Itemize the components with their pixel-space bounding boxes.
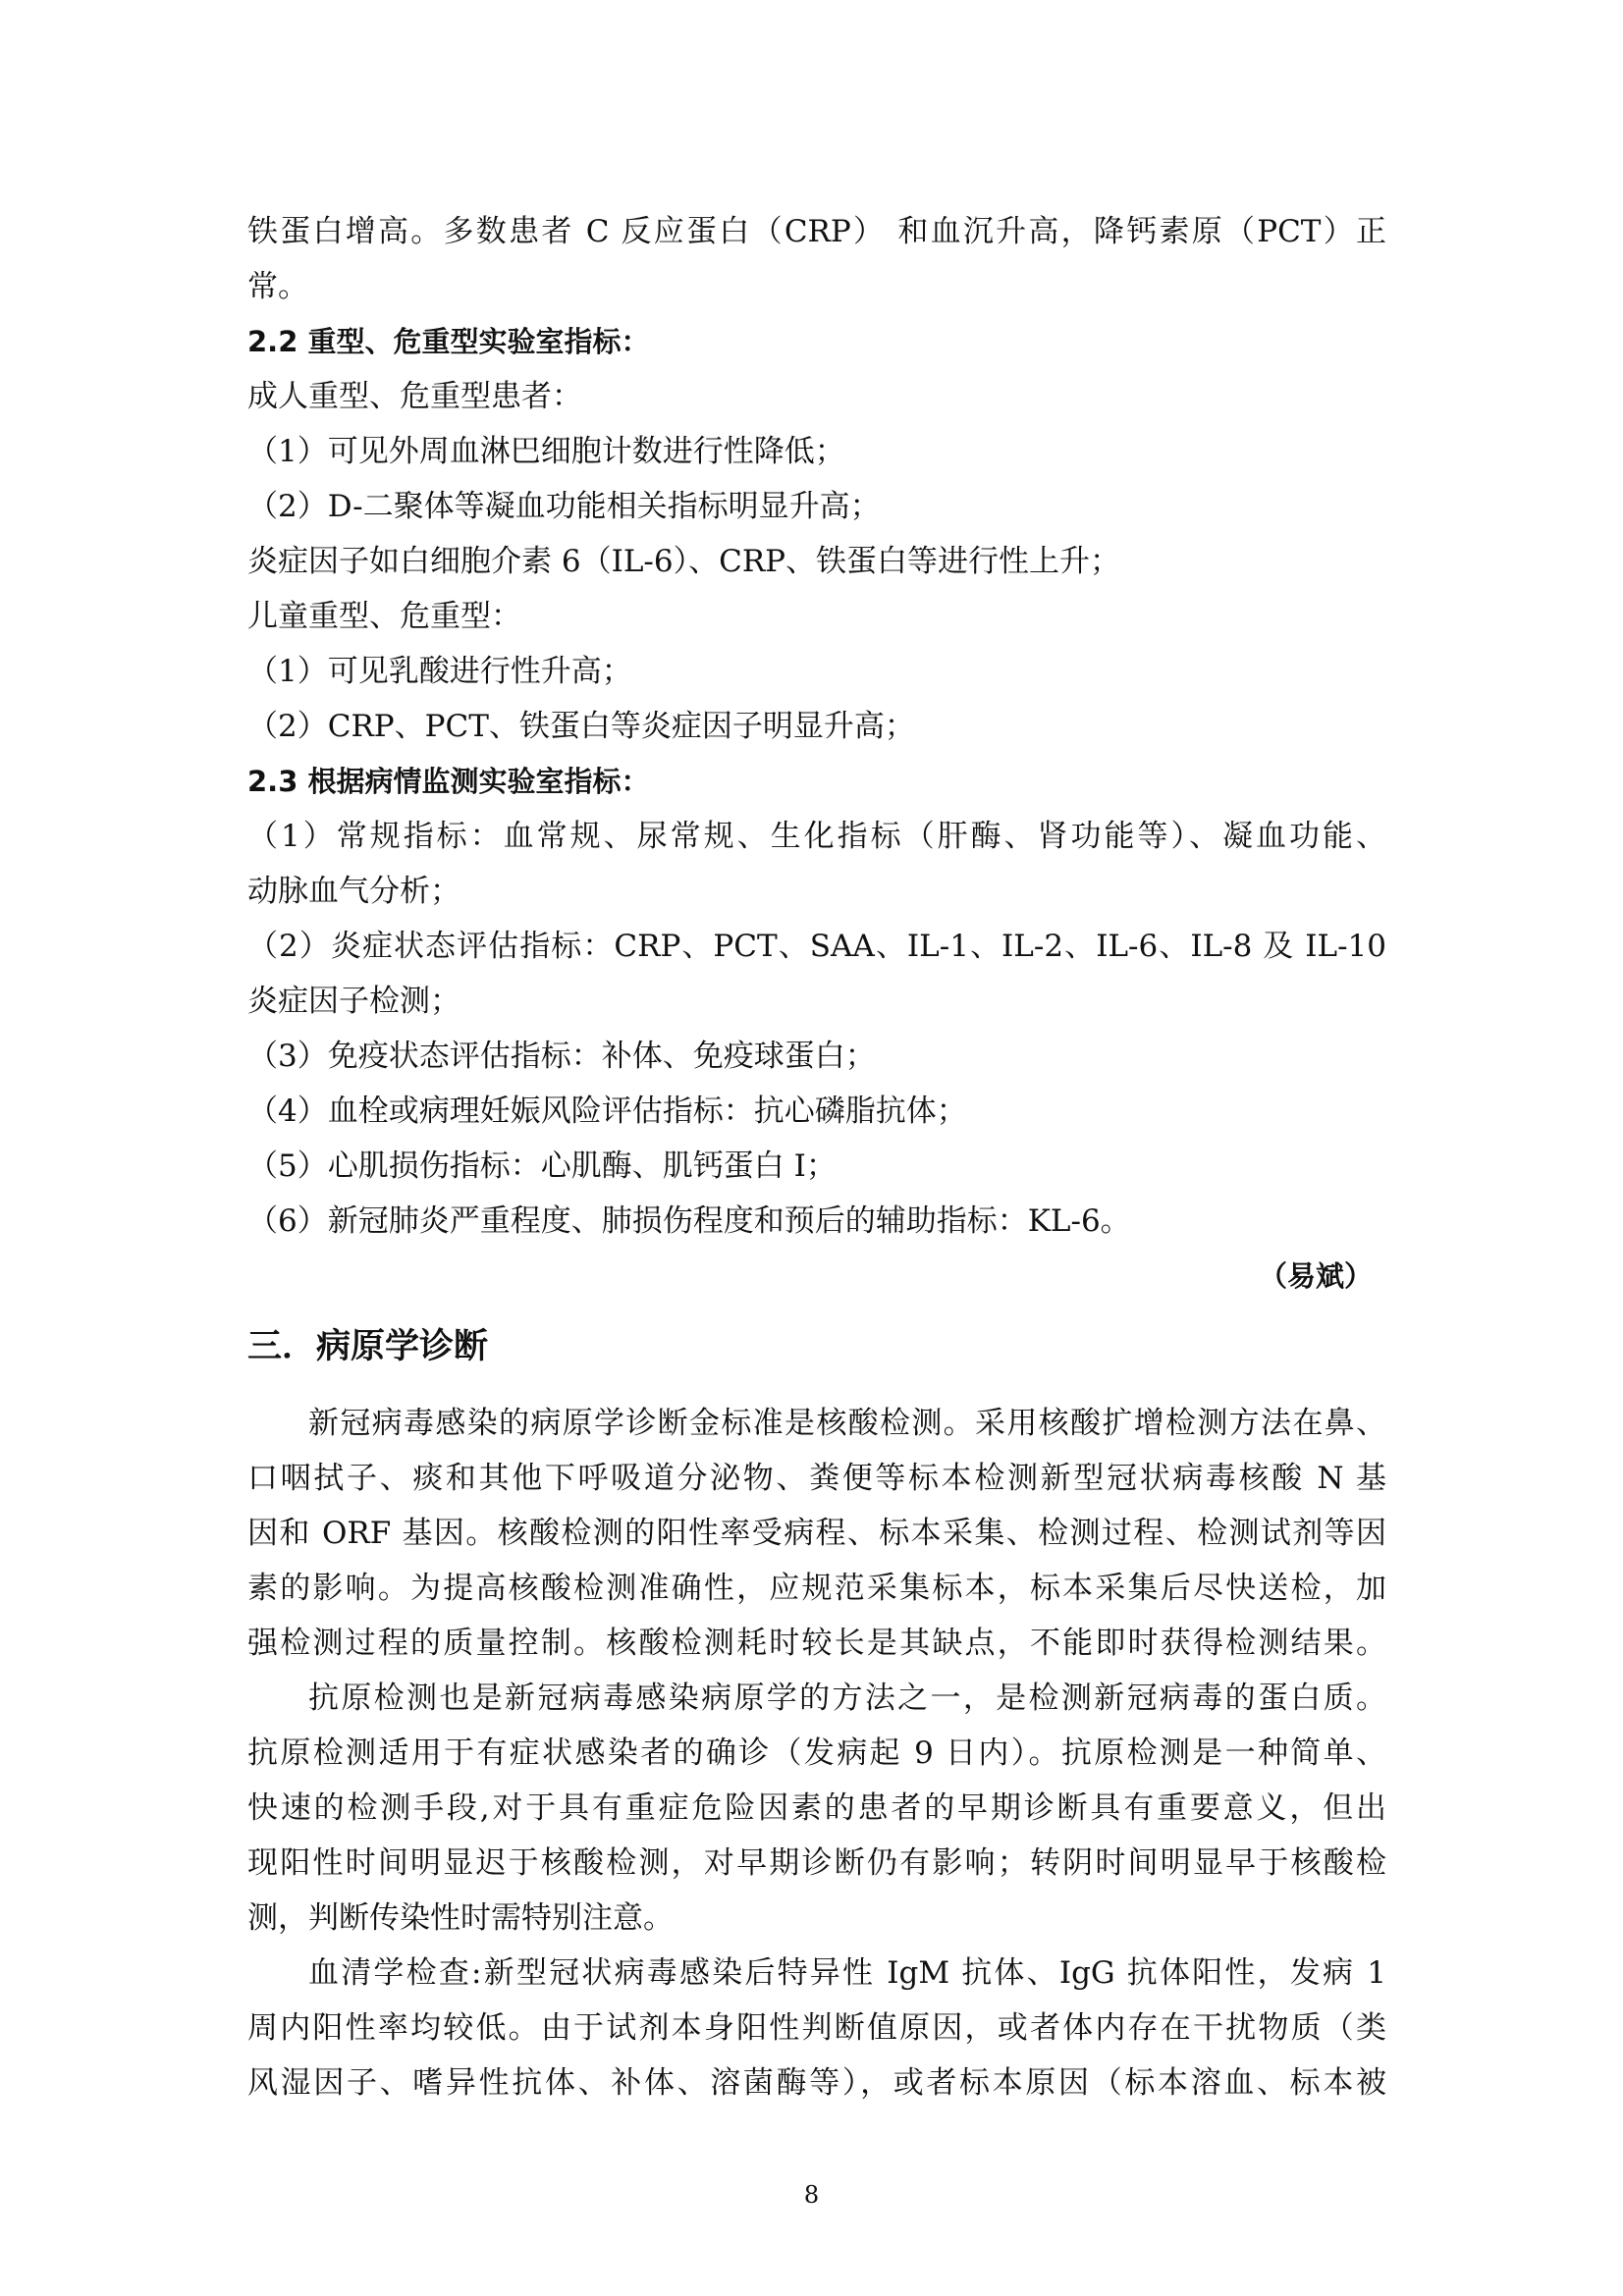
paragraph-line: 抗原检测适用于有症状感染者的确诊（发病起 9 日内）。抗原检测是一种简单、 bbox=[247, 1735, 1386, 1771]
list-item: （3）免疫状态评估指标：补体、免疫球蛋白； bbox=[247, 1039, 876, 1074]
body-line: 成人重型、危重型患者： bbox=[247, 379, 582, 414]
paragraph-line: 周内阳性率均较低。由于试剂本身阳性判断值原因，或者体内存在干扰物质（类 bbox=[247, 2010, 1386, 2046]
paragraph-line: 现阳性时间明显迟于核酸检测，对早期诊断仍有影响；转阴时间明显早于核酸检 bbox=[247, 1845, 1386, 1881]
paragraph-line: 测，判断传染性时需特别注意。 bbox=[247, 1900, 674, 1936]
paragraph-line: 因和 ORF 基因。核酸检测的阳性率受病程、标本采集、检测过程、检测试剂等因 bbox=[247, 1516, 1386, 1551]
list-item: （2）炎症状态评估指标：CRP、PCT、SAA、IL-1、IL-2、IL-6、IL-8 及 IL-10 bbox=[247, 929, 1386, 964]
page-number: 8 bbox=[803, 2181, 820, 2209]
list-item-continuation: 动脉血气分析； bbox=[247, 874, 460, 909]
paragraph-line: 抗原检测也是新冠病毒感染病原学的方法之一，是检测新冠病毒的蛋白质。 bbox=[308, 1681, 1386, 1716]
list-item: （4）血栓或病理妊娠风险评估指标：抗心磷脂抗体； bbox=[247, 1094, 967, 1129]
body-line: 铁蛋白增高。多数患者 C 反应蛋白（CRP） 和血沉升高，降钙素原（PCT）正 bbox=[247, 214, 1386, 249]
paragraph-line: 血清学检查:新型冠状病毒感染后特异性 IgM 抗体、IgG 抗体阳性，发病 1 bbox=[308, 1955, 1386, 1991]
body-line: 常。 bbox=[247, 269, 308, 304]
paragraph-line: 素的影响。为提高核酸检测准确性，应规范采集标本，标本采集后尽快送检，加 bbox=[247, 1571, 1386, 1606]
paragraph-line: 口咽拭子、痰和其他下呼吸道分泌物、粪便等标本检测新型冠状病毒核酸 N 基 bbox=[247, 1461, 1386, 1496]
body-line: 儿童重型、危重型： bbox=[247, 599, 521, 634]
list-item: （1）常规指标：血常规、尿常规、生化指标（肝酶、肾功能等）、凝血功能、 bbox=[247, 819, 1386, 854]
body-line: 炎症因子如白细胞介素 6（IL-6）、CRP、铁蛋白等进行性上升； bbox=[247, 544, 1121, 579]
page-body bbox=[247, 204, 1386, 2110]
list-item: （5）心肌损伤指标：心肌酶、肌钙蛋白 I； bbox=[247, 1148, 837, 1184]
list-item-continuation: 炎症因子检测； bbox=[247, 984, 460, 1019]
paragraph-line: 快速的检测手段,对于具有重症危险因素的患者的早期诊断具有重要意义，但出 bbox=[247, 1790, 1386, 1826]
paragraph-line: 风湿因子、嗜异性抗体、补体、溶菌酶等），或者标本原因（标本溶血、标本被 bbox=[247, 2065, 1386, 2101]
section-2-3-heading: 2.3 根据病情监测实验室指标： bbox=[247, 765, 650, 798]
section-3-title: 三．病原学诊断 bbox=[247, 1327, 489, 1366]
author-credit: （易斌） bbox=[1258, 1259, 1373, 1293]
list-item: （2）D-二聚体等凝血功能相关指标明显升高； bbox=[247, 489, 881, 524]
list-item: （2）CRP、PCT、铁蛋白等炎症因子明显升高； bbox=[247, 709, 915, 744]
list-item: （1）可见乳酸进行性升高； bbox=[247, 654, 632, 689]
paragraph-line: 强检测过程的质量控制。核酸检测耗时较长是其缺点，不能即时获得检测结果。 bbox=[247, 1626, 1386, 1661]
paragraph-line: 新冠病毒感染的病原学诊断金标准是核酸检测。采用核酸扩增检测方法在鼻、 bbox=[308, 1406, 1386, 1441]
list-item: （6）新冠肺炎严重程度、肺损伤程度和预后的辅助指标：KL-6。 bbox=[247, 1203, 1131, 1239]
list-item: （1）可见外周血淋巴细胞计数进行性降低； bbox=[247, 434, 845, 469]
section-2-2-heading: 2.2 重型、危重型实验室指标： bbox=[247, 325, 650, 358]
